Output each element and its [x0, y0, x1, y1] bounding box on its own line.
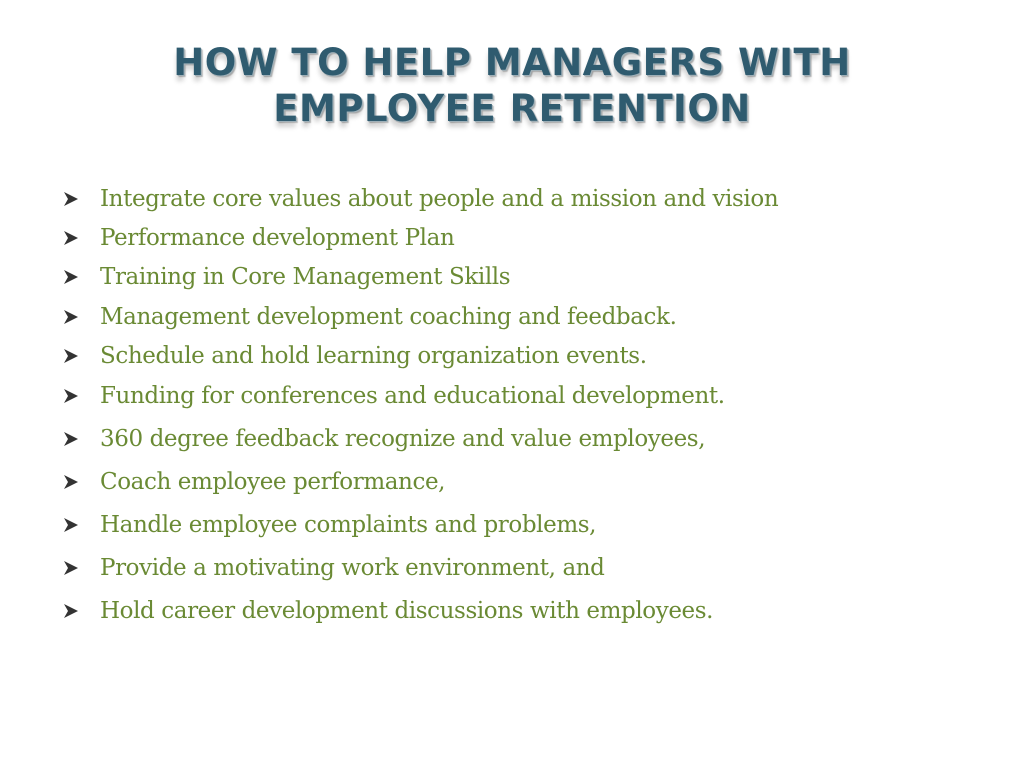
title-line-2: EMPLOYEE RETENTION [273, 87, 751, 130]
bullet-text: Coach employee performance, [100, 469, 446, 495]
bullet-text: Handle employee complaints and problems, [100, 512, 597, 538]
arrow-bullet-icon [63, 348, 79, 364]
bullet-text: Provide a motivating work environment, and [100, 555, 605, 581]
arrow-bullet-icon [63, 474, 79, 490]
arrow-bullet-icon [63, 230, 79, 246]
bullet-text: Funding for conferences and educational development. [100, 383, 725, 409]
arrow-bullet-icon [63, 191, 79, 207]
bullet-text: Hold career development discussions with employees. [100, 598, 714, 624]
arrow-bullet-icon [63, 431, 79, 447]
bullet-text: Training in Core Management Skills [100, 264, 511, 290]
title-line-1: HOW TO HELP MANAGERS WITH [173, 41, 851, 84]
arrow-bullet-icon [63, 388, 79, 404]
arrow-bullet-icon [63, 269, 79, 285]
bullet-text: Performance development Plan [100, 225, 455, 251]
arrow-bullet-icon [63, 603, 79, 619]
arrow-bullet-icon [63, 560, 79, 576]
bullet-text: Integrate core values about people and a mission and vision [100, 186, 779, 212]
bullet-text: Schedule and hold learning organization events. [100, 343, 647, 369]
bullet-text: Management development coaching and feedback. [100, 304, 677, 330]
arrow-bullet-icon [63, 309, 79, 325]
arrow-bullet-icon [63, 517, 79, 533]
bullet-text: 360 degree feedback recognize and value employees, [100, 426, 706, 452]
